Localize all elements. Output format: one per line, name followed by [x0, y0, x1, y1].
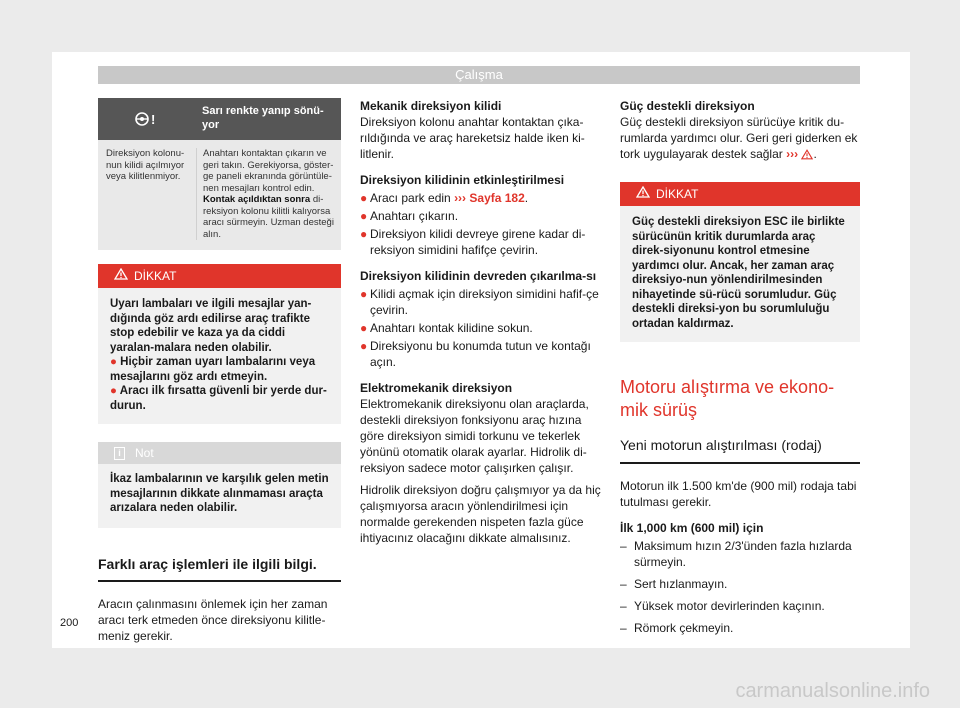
action-text-bold: Kontak açıldıktan sonra [203, 194, 311, 205]
warning-triangle-icon [636, 186, 650, 202]
warning-box [98, 264, 341, 424]
table-header-text: Sarı renkte yanıp sönü-yor [202, 105, 324, 131]
paragraph: Motorun ilk 1.500 km'de (900 mil) rodaja tabi tutulması gerekir. [620, 479, 857, 509]
list-item: ● Direksiyon kilidi devreye girene kadar di-reksiyon simidini hafifçe çevirin. [360, 227, 586, 257]
column-left [98, 98, 341, 644]
info-icon: i [114, 447, 125, 460]
warning-link[interactable]: ››› [786, 147, 813, 161]
list-item: – Yüksek motor devirlerinden kaçının. [620, 599, 825, 613]
section-title: Yeni motorun alıştırılması (rodaj) [620, 436, 860, 464]
column-middle [360, 98, 602, 546]
heading-electromechanical: Elektromekanik direksiyon [360, 381, 513, 395]
paragraph: Güç destekli direksiyon sürücüye kritik du-rumlarda yardımcı olur. Geri geri giderken ek tork uygulayarak destek sağlar ››› . [620, 115, 858, 161]
warning-body [98, 288, 341, 424]
heading-mechanical-lock: Mekanik direksiyon kilidi [360, 99, 502, 113]
section-text: Aracın çalınmasını önlemek için her zaman aracı terk etmeden önce direksiyonu kilitle-meniz gerekir. [98, 596, 328, 643]
list-item: ● Aracı park edin ››› Sayfa 182. [360, 191, 529, 205]
warning-label: DİKKAT [656, 187, 699, 201]
warning-lamp-table [98, 98, 341, 250]
list-item: – Maksimum hızın 2/3'ünden fazla hızlarda sürmeyin. [620, 539, 852, 569]
paragraph: Hidrolik direksiyon doğru çalışmıyor ya da hiç çalışmıyorsa aracın yönlendirilmesi için normalde gerekenden nispeten fazla güce ihtiyacınız olacağını dikkate almalısınız. [360, 483, 601, 545]
warning-triangle-icon [801, 149, 813, 160]
note-box [98, 442, 341, 528]
warning-header [98, 264, 341, 288]
warning-bullet: ● Aracı ilk fırsatta güvenli bir yerde dur-durun. [110, 385, 327, 412]
list-item: ● Kilidi açmak için direksiyon simidini hafif-çe çevirin. [360, 287, 599, 317]
watermark: carmanualsonline.info [735, 680, 930, 702]
paragraph: Elektromekanik direksiyonu olan araçlarda, destekli direksiyon fonksiyonu araç hızına göre direksiyon simidi torkunu ve tekerlek yönünü otomatik olarak ayarlar. Hidrolik di-reksiyon sadece motor çalışırken çalışır. [360, 397, 589, 475]
table-cell-action [196, 148, 341, 240]
list-item: ● Direksiyonu bu konumda tutun ve kontağı açın. [360, 339, 591, 369]
list-item: – Römork çekmeyin. [620, 621, 734, 635]
warning-triangle-icon [114, 268, 128, 284]
note-text: İkaz lambalarının ve karşılık gelen metin mesajlarının dikkate alınmaması araçta arızalara neden olabilir. [110, 473, 329, 514]
list-item: ● Anahtarı kontak kilidine sokun. [360, 321, 533, 335]
section-title: Farklı araç işlemleri ile ilgili bilgi. [98, 556, 341, 582]
list-item: ● Anahtarı çıkarın. [360, 209, 459, 223]
table-row [98, 140, 341, 250]
note-label: Not [135, 446, 154, 460]
warning-header [620, 182, 860, 206]
steering-lock-warning-icon [98, 98, 196, 140]
page-link[interactable]: ››› Sayfa 182 [454, 191, 525, 205]
heading-deactivate-lock: Direksiyon kilidinin devreden çıkarılma-sı [360, 269, 597, 283]
chapter-title: Motoru alıştırma ve ekono-mik sürüş [620, 377, 835, 420]
heading-activate-lock: Direksiyon kilidinin etkinleştirilmesi [360, 173, 565, 187]
warning-box [620, 182, 860, 342]
list-item: – Sert hızlanmayın. [620, 577, 728, 591]
heading-power-steering: Güç destekli direksiyon [620, 99, 755, 113]
warning-text: Uyarı lambaları ve ilgili mesajlar yan-dığında göz ardı edilirse araç trafikte stop edebilir ve kaza ya da ciddi yaralan-malara neden olabilir. [110, 298, 312, 354]
table-header [98, 98, 341, 140]
page-number: 200 [60, 617, 79, 629]
svg-text:!: ! [151, 112, 156, 127]
warning-bullet: ● Hiçbir zaman uyarı lambalarını veya mesajlarını göz ardı etmeyin. [110, 356, 316, 383]
note-header [98, 442, 341, 464]
table-cell-condition: Direksiyon kolonu-nun kilidi açılmıyor veya kilitlenmiyor. [106, 148, 185, 182]
column-right [620, 98, 860, 636]
chapter-header: Çalışma [98, 66, 860, 84]
action-text-2: di-reksiyon kolonu kilitli kalıyorsa aracı sürmeyin. Uzman desteği alın. [203, 194, 334, 240]
heading-first-1000km: İlk 1,000 km (600 mil) için [620, 521, 764, 535]
action-text-1: Anahtarı kontaktan çıkarın ve geri takın. Gerekiyorsa, göster-ge paneli ekranında görüntüle-nen mesajları kontrol edin. [203, 148, 334, 194]
warning-text: Güç destekli direksiyon ESC ile birlikte sürücünün kritik durumlarda araç direk-siyonunu kontrol etmesine yardımcı olur. Ancak, her zaman araç direksiyo-nun yönlendirilmesinden nihayetinde sü-rücü sorumludur. Güç destekli direksi-yon bu sorumluluğu ortadan kaldırmaz. [632, 216, 845, 330]
paragraph: Direksiyon kolonu anahtar kontaktan çıka-rıldığında ve araç hareketsiz halde iken ki-litlenir. [360, 115, 585, 161]
warning-label: DİKKAT [134, 269, 177, 283]
